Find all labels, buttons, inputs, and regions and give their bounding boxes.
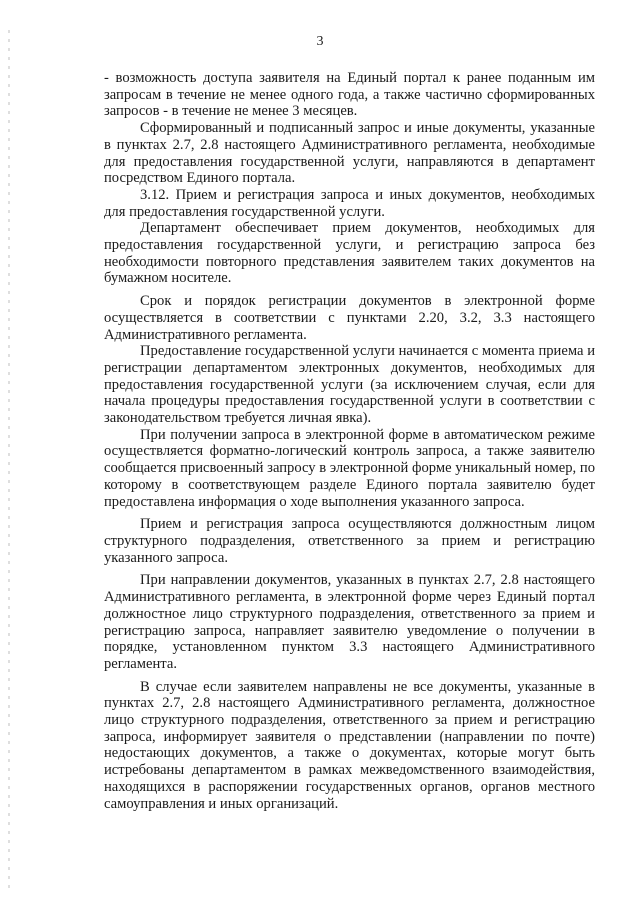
paragraph-department-acceptance: Департамент обеспечивает прием документов, необходимых для предоставления государственной услуги, и регистрацию запроса без необходимости повторного представления заявителем таких документов на бумажном носителе. bbox=[104, 220, 595, 287]
paragraph-missing-documents: В случае если заявителем направлены не все документы, указанные в пунктах 2.7, 2.8 настоящего Административного регламента, должностное лицо структурного подразделения, ответственного за прием и регистрацию запроса, информирует заявителя о представлении (направлении по почте) недостающих документов, а также о документах, которые могут быть истребованы департаментом в рамках межведомственного взаимодействия, находящихся в распоряжении государственных органов, органов местного самоуправления и иных организаций. bbox=[104, 678, 595, 812]
paragraph-responsible-official: Прием и регистрация запроса осуществляются должностным лицом структурного подразделения, ответственного за прием и регистрацию указанного запроса. bbox=[104, 516, 595, 566]
paragraph-registration-term: Срок и порядок регистрации документов в электронной форме осуществляется в соответствии с пунктами 2.20, 3.2, 3.3 настоящего Административного регламента. bbox=[104, 293, 595, 343]
page-number: 3 bbox=[316, 34, 324, 49]
paragraph-formed-request: Сформированный и подписанный запрос и иные документы, указанные в пунктах 2.7, 2.8 настоящего Административного регламента, необходимые для предоставления государственной услуги, направляются в департамент посредством Единого портала. bbox=[104, 120, 595, 187]
paragraph-section-3-12: 3.12. Прием и регистрация запроса и иных документов, необходимых для предоставления государственной услуги. bbox=[104, 186, 595, 220]
document-body bbox=[104, 70, 595, 812]
paragraph-format-control: При получении запроса в электронной форме в автоматическом режиме осуществляется форматно-логический контроль запроса, а также заявителю сообщается присвоенный запросу в электронной форме уникальный номер, по которому в соответствующем разделе Единого портала заявителю будет предоставлена информация о ходе выполнения указанного запроса. bbox=[104, 426, 595, 510]
paragraph-access-requests: - возможность доступа заявителя на Единый портал к ранее поданным им запросам в течение не менее одного года, а также частично сформированных запросов - в течение не менее 3 месяцев. bbox=[104, 70, 595, 120]
binding-edge-marks bbox=[8, 30, 10, 890]
paragraph-notification: При направлении документов, указанных в пунктах 2.7, 2.8 настоящего Административного регламента, в электронной форме через Единый портал должностное лицо структурного подразделения, ответственного за прием и регистрацию запроса, направляет заявителю уведомление о получении в порядке, установленном пунктом 3.3 настоящего Административного регламента. bbox=[104, 572, 595, 672]
paragraph-service-start: Предоставление государственной услуги начинается с момента приема и регистрации департаментом электронных документов, необходимых для предоставления государственной услуги (за исключением случая, если для начала процедуры предоставления государственной услуги в соответствии с законодательством требуется личная явка). bbox=[104, 343, 595, 427]
